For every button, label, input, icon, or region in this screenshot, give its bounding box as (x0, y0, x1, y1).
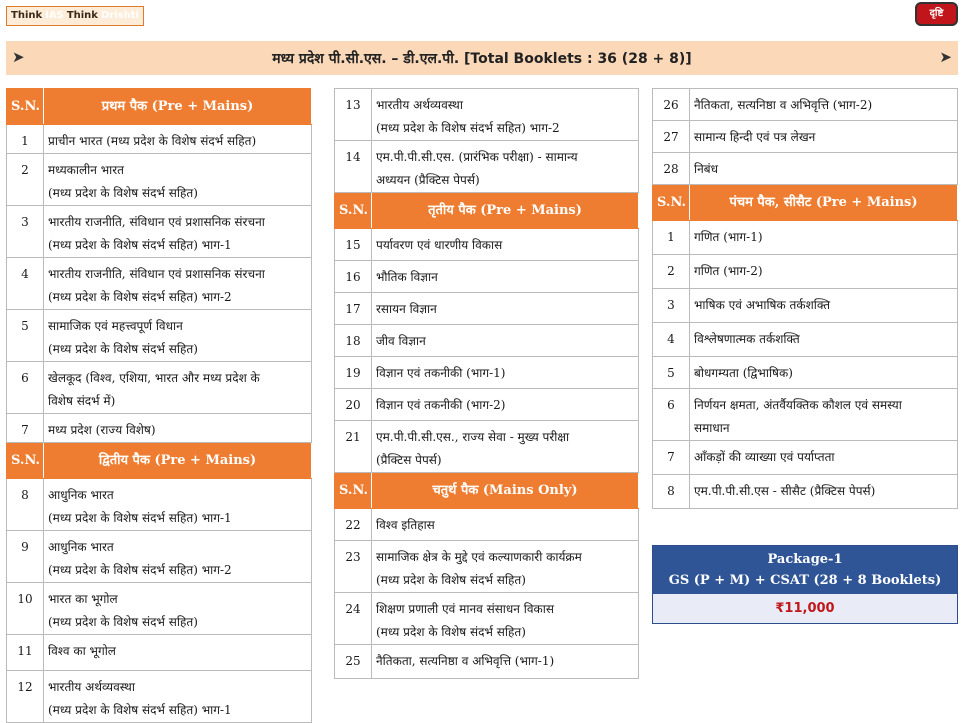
booklet-number: 8 (7, 479, 44, 531)
table-row (7, 362, 312, 414)
booklet-number: 16 (335, 261, 372, 293)
booklet-title: रसायन विज्ञान (372, 293, 639, 325)
table-row (7, 583, 312, 635)
booklet-number: 1 (7, 125, 44, 154)
table-row (7, 671, 312, 723)
booklet-title: प्राचीन भारत (मध्य प्रदेश के विशेष संदर्भ सहित) (44, 125, 312, 154)
drishti-logo: दृष्टि (915, 2, 958, 26)
table-row (335, 141, 639, 193)
table-row (335, 645, 639, 679)
pack-header-row (335, 473, 639, 509)
booklet-number: 5 (653, 357, 690, 389)
banner-title: मध्य प्रदेश पी.सी.एस. – डी.एल.पी. [Total Booklets : 36 (28 + 8)] (272, 50, 692, 67)
booklet-title: विज्ञान एवं तकनीकी (भाग-1) (372, 357, 639, 389)
booklet-title: निबंध (690, 153, 958, 185)
booklet-number: 11 (7, 635, 44, 671)
package-description: GS (P + M) + CSAT (28 + 8 Booklets) (668, 573, 942, 588)
booklet-number: 18 (335, 325, 372, 357)
table-row (653, 153, 958, 185)
booklet-title: सामाजिक एवं महत्त्वपूर्ण विधान (मध्य प्रदेश के विशेष संदर्भ सहित) (44, 310, 312, 362)
booklet-title: एम.पी.पी.सी.एस - सीसैट (प्रैक्टिस पेपर्स) (690, 475, 958, 509)
table-row (653, 289, 958, 323)
booklet-title: भाषिक एवं अभाषिक तर्कशक्ति (690, 289, 958, 323)
booklet-number: 1 (653, 221, 690, 255)
sn-header: S.N. (335, 473, 372, 509)
title-banner (6, 41, 958, 75)
pack-title: चतुर्थ पैक (Mains Only) (372, 473, 639, 509)
table-row (335, 421, 639, 473)
booklet-title: भारतीय राजनीति, संविधान एवं प्रशासनिक संरचना (मध्य प्रदेश के विशेष संदर्भ सहित) भाग-1 (44, 206, 312, 258)
booklet-title: बोधगम्यता (द्विभाषिक) (690, 357, 958, 389)
table-row (7, 310, 312, 362)
booklet-title: भौतिक विज्ञान (372, 261, 639, 293)
booklet-number: 28 (653, 153, 690, 185)
booklet-title: एम.पी.पी.सी.एस., राज्य सेवा - मुख्य परीक्षा (प्रैक्टिस पेपर्स) (372, 421, 639, 473)
booklet-number: 27 (653, 121, 690, 153)
table-row (653, 357, 958, 389)
sn-header: S.N. (7, 89, 44, 125)
package-box (652, 545, 958, 624)
booklet-title: आधुनिक भारत (मध्य प्रदेश के विशेष संदर्भ सहित) भाग-1 (44, 479, 312, 531)
booklet-title: भारत का भूगोल (मध्य प्रदेश के विशेष संदर्भ सहित) (44, 583, 312, 635)
table-row (653, 441, 958, 475)
booklet-title: गणित (भाग-2) (690, 255, 958, 289)
booklet-title: विज्ञान एवं तकनीकी (भाग-2) (372, 389, 639, 421)
booklet-title: एम.पी.पी.सी.एस. (प्रारंभिक परीक्षा) - सामान्य अध्ययन (प्रैक्टिस पेपर्स) (372, 141, 639, 193)
table-row (653, 255, 958, 289)
booklet-number: 13 (335, 89, 372, 141)
pack-header-row (653, 185, 958, 221)
booklet-number: 6 (7, 362, 44, 414)
booklet-title: आधुनिक भारत (मध्य प्रदेश के विशेष संदर्भ सहित) भाग-2 (44, 531, 312, 583)
booklet-number: 15 (335, 229, 372, 261)
booklet-title: मध्य प्रदेश (राज्य विशेष) (44, 414, 312, 443)
table-row (335, 509, 639, 541)
sn-header: S.N. (653, 185, 690, 221)
booklet-number: 8 (653, 475, 690, 509)
table-row (335, 229, 639, 261)
booklet-title: खेलकूद (विश्व, एशिया, भारत और मध्य प्रदेश के विशेष संदर्भ में) (44, 362, 312, 414)
table-row (335, 89, 639, 141)
pack-header-row (335, 193, 639, 229)
pack-title: पंचम पैक, सीसैट (Pre + Mains) (690, 185, 958, 221)
booklet-title: विश्व का भूगोल (44, 635, 312, 671)
booklet-number: 3 (7, 206, 44, 258)
booklet-table-2 (334, 88, 639, 679)
booklet-number: 23 (335, 541, 372, 593)
booklet-number: 9 (7, 531, 44, 583)
package-name: Package-1 (767, 552, 843, 567)
booklet-number: 4 (7, 258, 44, 310)
booklet-number: 19 (335, 357, 372, 389)
table-row (7, 414, 312, 443)
pack-title: तृतीय पैक (Pre + Mains) (372, 193, 639, 229)
booklet-number: 14 (335, 141, 372, 193)
table-row (335, 389, 639, 421)
booklet-title: विश्व इतिहास (372, 509, 639, 541)
table-row (7, 154, 312, 206)
booklet-title: भारतीय अर्थव्यवस्था (मध्य प्रदेश के विशेष संदर्भ सहित) भाग-1 (44, 671, 312, 723)
think-ias-logo: Think IAS Think Drishti (6, 6, 144, 26)
booklet-title: मध्यकालीन भारत (मध्य प्रदेश के विशेष संदर्भ सहित) (44, 154, 312, 206)
booklet-number: 5 (7, 310, 44, 362)
booklet-title: जीव विज्ञान (372, 325, 639, 357)
table-row (7, 479, 312, 531)
booklet-number: 25 (335, 645, 372, 679)
table-row (335, 357, 639, 389)
booklet-number: 2 (7, 154, 44, 206)
booklet-title: निर्णयन क्षमता, अंतर्वैयक्तिक कौशल एवं समस्या समाधान (690, 389, 958, 441)
table-row (335, 325, 639, 357)
booklet-title: भारतीय राजनीति, संविधान एवं प्रशासनिक संरचना (मध्य प्रदेश के विशेष संदर्भ सहित) भाग-2 (44, 258, 312, 310)
table-row (7, 531, 312, 583)
booklet-number: 7 (7, 414, 44, 443)
booklet-number: 24 (335, 593, 372, 645)
package-header (653, 546, 957, 594)
booklet-number: 6 (653, 389, 690, 441)
booklet-title: नैतिकता, सत्यनिष्ठा व अभिवृत्ति (भाग-1) (372, 645, 639, 679)
booklet-title: शिक्षण प्रणाली एवं मानव संसाधन विकास (मध्य प्रदेश के विशेष संदर्भ सहित) (372, 593, 639, 645)
booklet-table-1 (6, 88, 312, 723)
booklet-number: 22 (335, 509, 372, 541)
table-row (653, 89, 958, 121)
booklet-number: 4 (653, 323, 690, 357)
arrow-left-icon: ➤ (939, 48, 952, 66)
booklet-number: 21 (335, 421, 372, 473)
booklet-number: 10 (7, 583, 44, 635)
booklet-number: 7 (653, 441, 690, 475)
table-row (335, 541, 639, 593)
booklet-table-3 (652, 88, 958, 509)
table-row (7, 258, 312, 310)
booklet-number: 12 (7, 671, 44, 723)
booklet-title: सामान्य हिन्दी एवं पत्र लेखन (690, 121, 958, 153)
pack-title: द्वितीय पैक (Pre + Mains) (44, 443, 312, 479)
booklet-number: 3 (653, 289, 690, 323)
sn-header: S.N. (335, 193, 372, 229)
booklet-number: 26 (653, 89, 690, 121)
package-price: ₹11,000 (653, 594, 957, 623)
table-row (7, 125, 312, 154)
table-row (335, 261, 639, 293)
booklet-title: गणित (भाग-1) (690, 221, 958, 255)
table-row (653, 475, 958, 509)
pack-header-row (7, 443, 312, 479)
booklet-number: 2 (653, 255, 690, 289)
table-row (653, 221, 958, 255)
table-row (7, 635, 312, 671)
sn-header: S.N. (7, 443, 44, 479)
booklet-title: भारतीय अर्थव्यवस्था (मध्य प्रदेश के विशेष संदर्भ सहित) भाग-2 (372, 89, 639, 141)
booklet-title: पर्यावरण एवं धारणीय विकास (372, 229, 639, 261)
booklet-title: आँकड़ों की व्याख्या एवं पर्याप्तता (690, 441, 958, 475)
table-row (7, 206, 312, 258)
booklet-number: 20 (335, 389, 372, 421)
arrow-right-icon: ➤ (12, 48, 25, 66)
table-row (653, 389, 958, 441)
booklet-title: नैतिकता, सत्यनिष्ठा व अभिवृत्ति (भाग-2) (690, 89, 958, 121)
booklet-title: विश्लेषणात्मक तर्कशक्ति (690, 323, 958, 357)
table-row (335, 293, 639, 325)
pack-header-row (7, 89, 312, 125)
pack-title: प्रथम पैक (Pre + Mains) (44, 89, 312, 125)
table-row (653, 323, 958, 357)
booklet-number: 17 (335, 293, 372, 325)
table-row (335, 593, 639, 645)
table-row (653, 121, 958, 153)
booklet-title: सामाजिक क्षेत्र के मुद्दे एवं कल्याणकारी कार्यक्रम (मध्य प्रदेश के विशेष संदर्भ सहित) (372, 541, 639, 593)
